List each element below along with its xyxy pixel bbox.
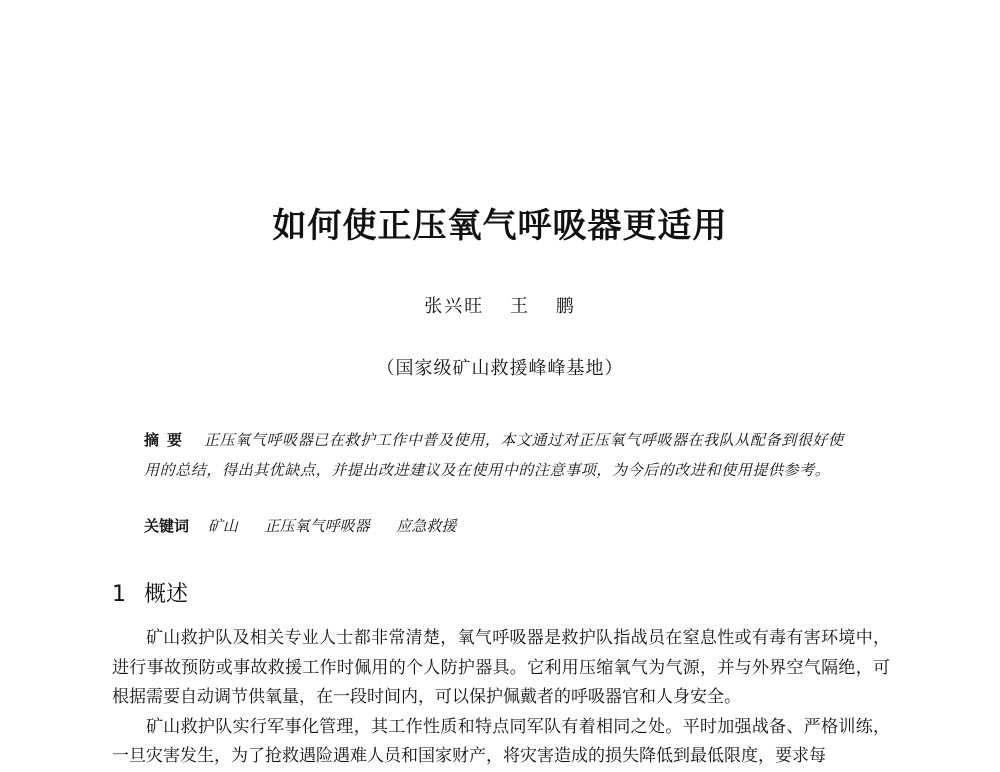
paper-title: 如何使正压氧气呼吸器更适用 bbox=[272, 206, 728, 246]
abstract-label: 摘要 bbox=[144, 431, 191, 449]
section-title: 概述 bbox=[144, 582, 189, 607]
section-heading bbox=[112, 580, 188, 610]
section-number: 1 bbox=[112, 582, 126, 607]
body-paragraph: 矿山救护队实行军事化管理，其工作性质和特点同军队有着相同之处。平时加强战备、严格训练，一旦灾害发生，为了抢救遇险遇难人员和国家财产，将灾害造成的损失降低到最低限度，要求每 bbox=[112, 716, 890, 766]
body-paragraph: 矿山救护队及相关专业人士都非常清楚，氧气呼吸器是救护队指战员在窒息性或有毒有害环境中，进行事故预防或事故救援工作时佩用的个人防护器具。它利用压缩氧气为气源，并与外界空气隔绝，可根据需要自动调节供氧量，在一段时间内，可以保护佩戴者的呼吸器官和人身安全。 bbox=[112, 628, 890, 707]
abstract-text: 正压氧气呼吸器已在救护工作中普及使用，本文通过对正压氧气呼吸器在我队从配备到很好使用的总结，得出其优缺点，并提出改进建议及在使用中的注意事项，为今后的改进和使用提供参考。 bbox=[144, 431, 844, 479]
author-list bbox=[0, 294, 1000, 320]
keyword: 矿山 bbox=[207, 517, 238, 535]
abstract bbox=[144, 425, 858, 485]
author-name: 王 鹏 bbox=[510, 296, 576, 317]
section-body bbox=[112, 624, 890, 772]
keyword: 正压氧气呼吸器 bbox=[264, 517, 370, 535]
keyword: 应急救援 bbox=[396, 517, 457, 535]
author-affiliation: （国家级矿山救援峰峰基地） bbox=[376, 358, 624, 379]
keywords bbox=[144, 512, 858, 540]
keywords-label: 关键词 bbox=[144, 517, 190, 535]
author-name: 张兴旺 bbox=[424, 296, 485, 317]
